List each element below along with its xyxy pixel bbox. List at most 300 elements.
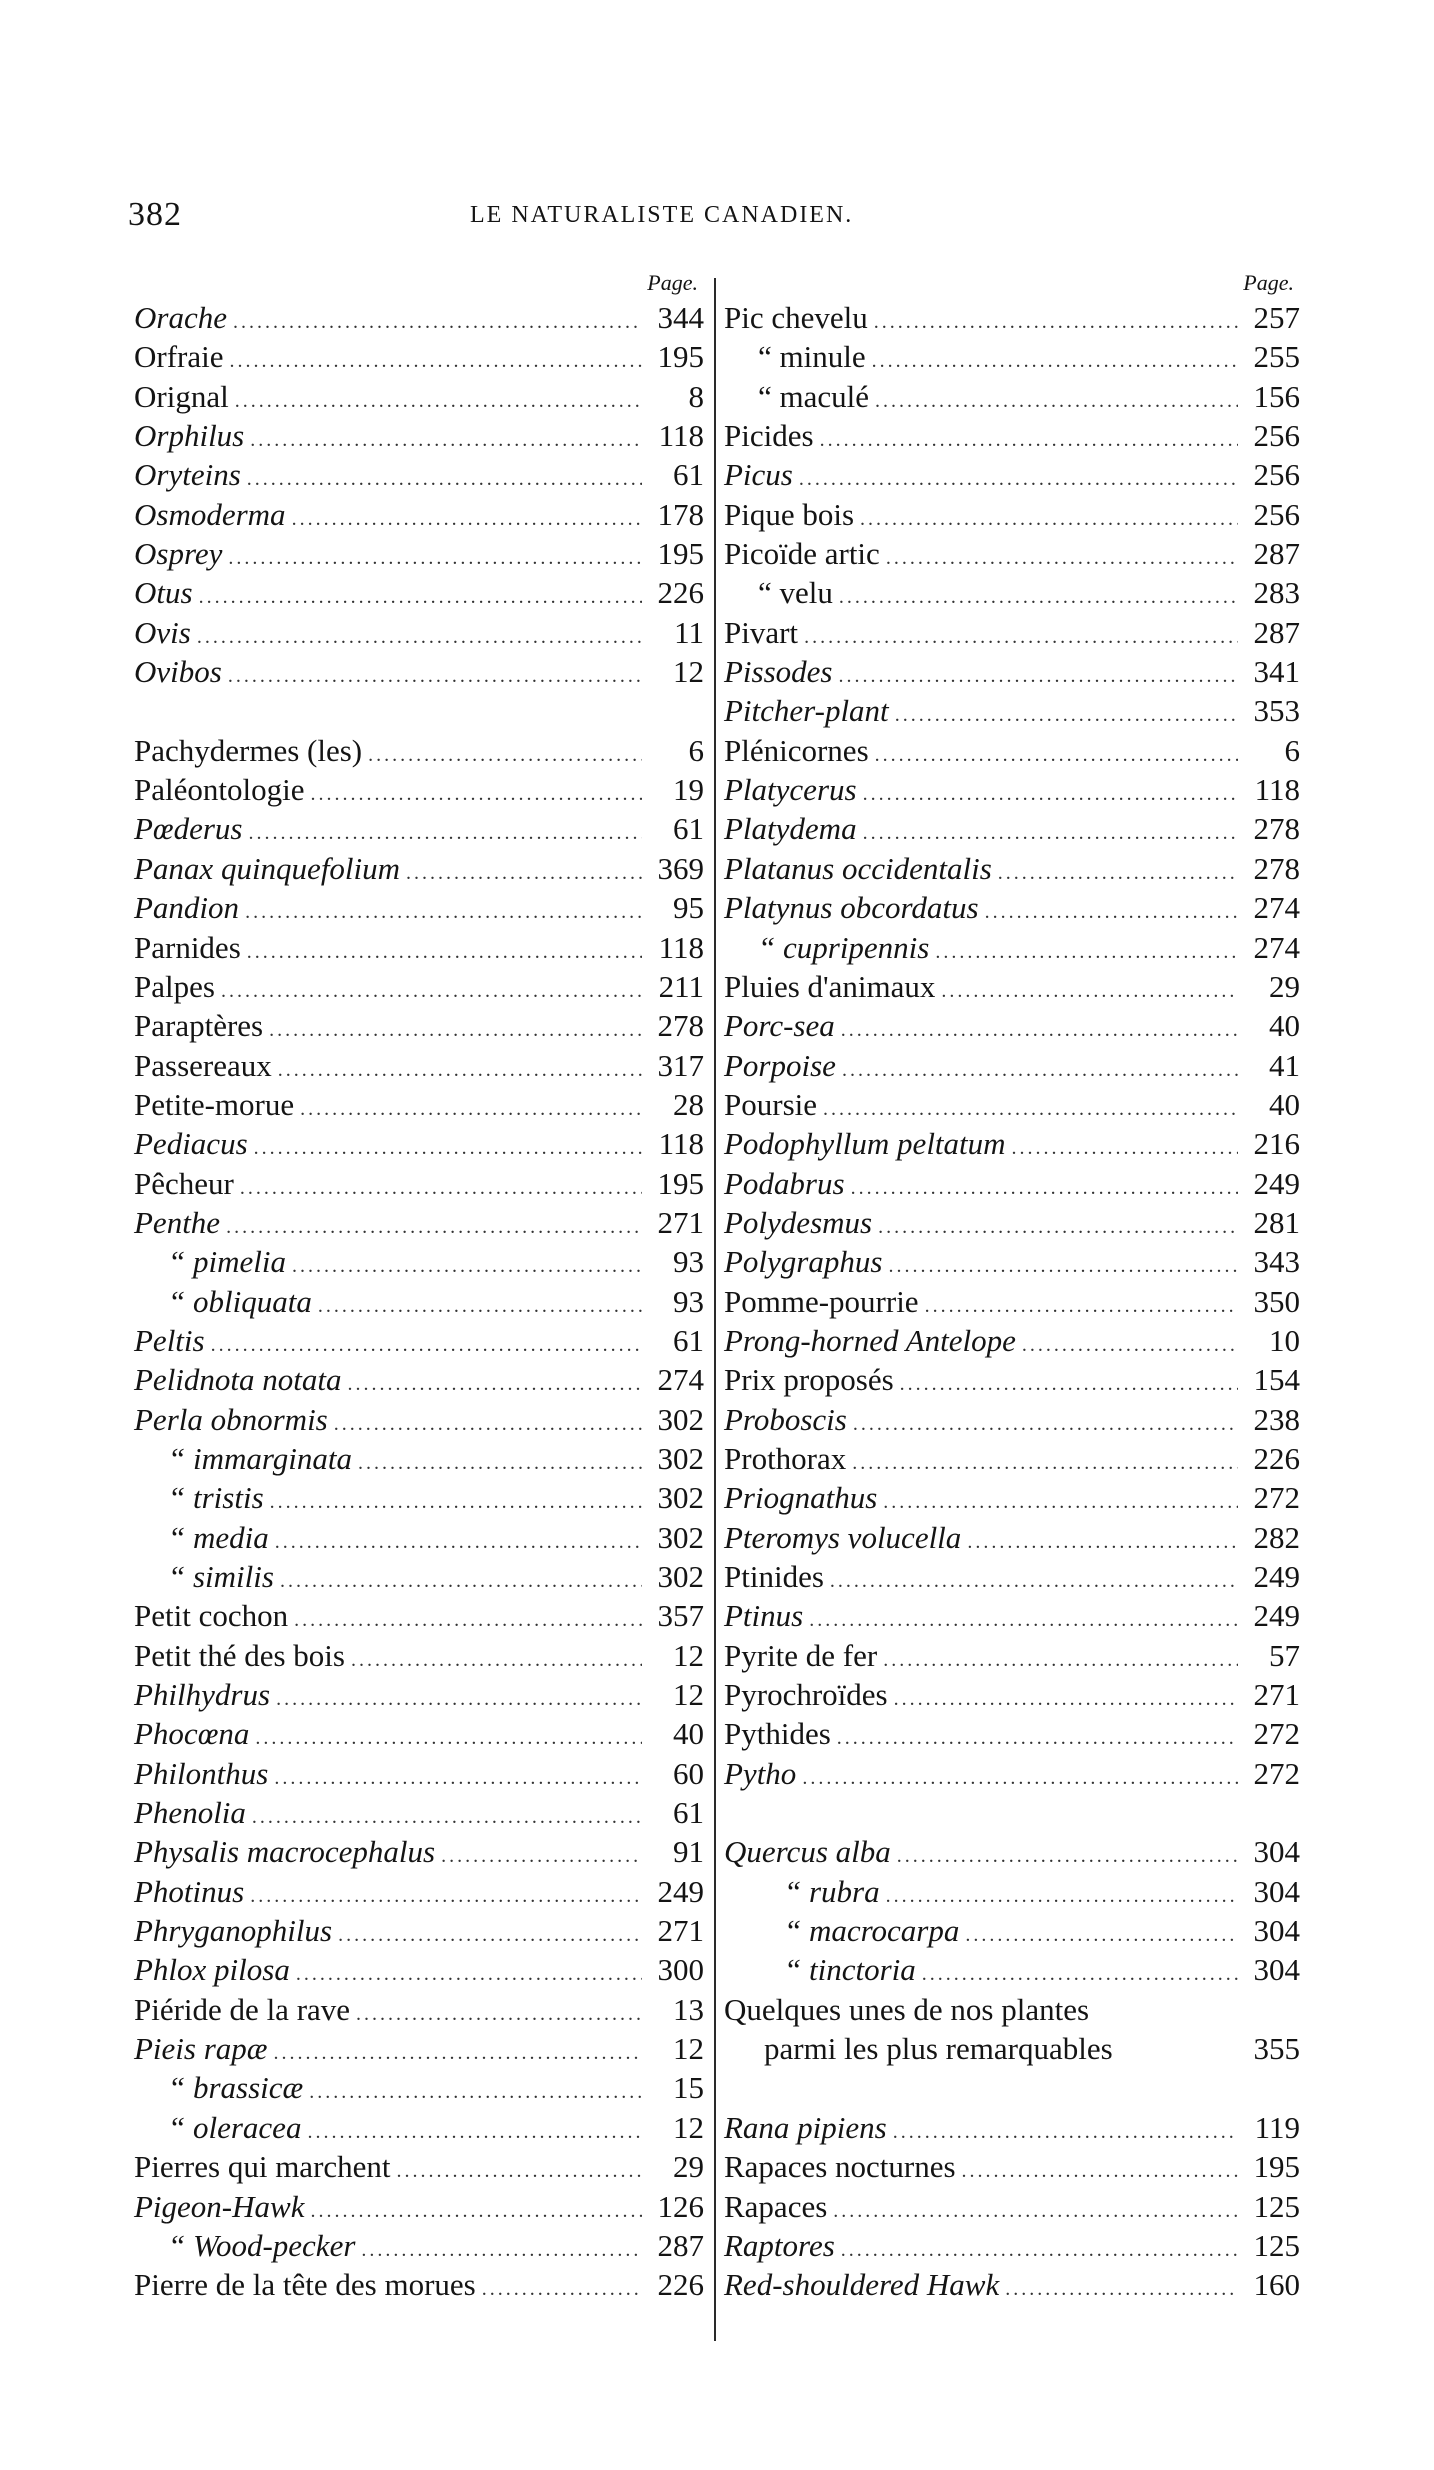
- entry-term: “ Wood-pecker: [168, 2227, 356, 2263]
- entry-term: Pyrite de fer: [724, 1637, 878, 1673]
- index-entry: [724, 1636, 1300, 1675]
- index-entry: [134, 495, 704, 534]
- dot-leader: [841, 2231, 1238, 2270]
- entry-term: Red-shouldered Hawk: [724, 2267, 1000, 2303]
- entry-page: 15: [673, 2070, 704, 2106]
- dot-leader: [318, 1287, 642, 1326]
- entry-page: 278: [657, 1008, 704, 1044]
- dot-leader: [275, 1523, 642, 1562]
- dot-leader: [851, 1169, 1238, 1208]
- index-entry: [134, 573, 704, 612]
- entry-term: Otus: [134, 575, 193, 611]
- entry-term: Quelques unes de nos plantes: [724, 1991, 1090, 2027]
- entry-term: “ brassicæ: [168, 2070, 304, 2106]
- entry-page: 216: [1253, 1126, 1300, 1162]
- dot-leader: [1022, 1326, 1238, 1365]
- index-entry: [724, 1478, 1300, 1517]
- entry-term: Pic chevelu: [724, 300, 868, 335]
- index-entry: [724, 2226, 1300, 2265]
- dot-leader: [307, 2113, 642, 2152]
- dot-leader: [361, 2231, 642, 2270]
- dot-leader: [221, 972, 642, 1011]
- dot-leader: [228, 657, 642, 696]
- entry-term: Platynus obcordatus: [724, 890, 979, 926]
- entry-term: “ rubra: [784, 1873, 880, 1909]
- entry-page: 61: [673, 1322, 704, 1358]
- index-entry: [134, 1282, 704, 1321]
- entry-term: Paraptères: [134, 1008, 264, 1044]
- index-entry: [724, 1282, 1300, 1321]
- entry-term: Pediacus: [134, 1126, 248, 1162]
- index-entry: [134, 1203, 704, 1242]
- index-entry: [724, 298, 1300, 337]
- dot-leader: [799, 460, 1238, 499]
- entry-term: Poursie: [724, 1086, 817, 1122]
- index-entry: [724, 1164, 1300, 1203]
- entry-page: 154: [1253, 1362, 1300, 1398]
- index-entry: [724, 1242, 1300, 1281]
- entry-page: 226: [1253, 1440, 1300, 1476]
- dot-leader: [310, 775, 642, 814]
- entry-page: 281: [1253, 1204, 1300, 1240]
- entry-page: 60: [673, 1755, 704, 1791]
- entry-page: 344: [657, 300, 704, 335]
- entry-term: Plénicornes: [724, 732, 869, 768]
- dot-leader: [878, 1208, 1238, 1247]
- index-entry: [134, 1754, 704, 1793]
- entry-term: Orphilus: [134, 418, 245, 454]
- entry-page: 256: [1253, 418, 1300, 454]
- entry-page: 12: [673, 2109, 704, 2145]
- index-entry: [724, 1754, 1300, 1793]
- entry-term: Parnides: [134, 929, 241, 965]
- dot-leader: [406, 854, 642, 893]
- dot-leader: [874, 303, 1238, 342]
- entry-page: 272: [1253, 1716, 1300, 1752]
- index-entry: [724, 495, 1300, 534]
- entry-page: 302: [657, 1440, 704, 1476]
- entry-page: 40: [1269, 1008, 1300, 1044]
- dot-leader: [925, 1287, 1238, 1326]
- entry-term: Pythides: [724, 1716, 831, 1752]
- index-entry: [724, 928, 1300, 967]
- entry-term: Prong-horned Antelope: [724, 1322, 1016, 1358]
- index-entry: [134, 1990, 704, 2029]
- index-entry: [134, 1675, 704, 1714]
- dot-leader: [852, 1444, 1238, 1483]
- dot-leader: [356, 1995, 642, 2034]
- entry-term: Quercus alba: [724, 1834, 891, 1870]
- entry-term: Ovibos: [134, 654, 222, 690]
- entry-list: [724, 298, 1300, 2305]
- index-column-left: [134, 270, 704, 2305]
- dot-leader: [250, 421, 642, 460]
- index-entry: [134, 770, 704, 809]
- entry-term: Phocœna: [134, 1716, 250, 1752]
- index-entry: [724, 416, 1300, 455]
- entry-term: “ immarginata: [168, 1440, 353, 1476]
- dot-leader: [211, 1326, 642, 1365]
- entry-term: “ similis: [168, 1559, 274, 1594]
- entry-page: 278: [1253, 811, 1300, 847]
- page-column-label: Page.: [647, 270, 698, 295]
- dot-leader: [875, 736, 1238, 775]
- entry-page: 226: [657, 2267, 704, 2303]
- entry-term: Pteromys volucella: [724, 1519, 962, 1555]
- dot-leader: [397, 2152, 642, 2191]
- index-entry: [134, 1793, 704, 1832]
- dot-leader: [900, 1365, 1238, 1404]
- dot-leader: [888, 1247, 1238, 1286]
- index-entry: [134, 1439, 704, 1478]
- dot-leader: [967, 1523, 1238, 1562]
- entry-term: Petit cochon: [134, 1598, 289, 1634]
- index-entry: [724, 849, 1300, 888]
- entry-term: Rana pipiens: [724, 2109, 887, 2145]
- dot-leader: [985, 893, 1238, 932]
- index-entry: [134, 1636, 704, 1675]
- page-column-label: Page.: [1243, 270, 1294, 295]
- entry-term: Pachydermes (les): [134, 732, 363, 768]
- entry-page: 12: [673, 1637, 704, 1673]
- dot-leader: [309, 2073, 642, 2112]
- dot-leader: [837, 1719, 1238, 1758]
- index-entry: [134, 1832, 704, 1871]
- dot-leader: [338, 1916, 642, 1955]
- entry-page: 40: [1269, 1086, 1300, 1122]
- index-entry: [724, 534, 1300, 573]
- index-entry: [724, 1675, 1300, 1714]
- index-entry: [724, 809, 1300, 848]
- entry-page: 357: [657, 1598, 704, 1634]
- entry-term: Picoïde artic: [724, 536, 880, 572]
- dot-leader: [894, 1680, 1238, 1719]
- entry-term: Podophyllum peltatum: [724, 1126, 1006, 1162]
- dot-leader: [839, 578, 1238, 617]
- index-entry: [724, 691, 1300, 730]
- entry-term: “ obliquata: [168, 1283, 312, 1319]
- entry-term: Platycerus: [724, 772, 857, 808]
- entry-page: 61: [673, 811, 704, 847]
- entry-page: 271: [657, 1204, 704, 1240]
- entry-page: 355: [1253, 2031, 1300, 2067]
- index-entry: [724, 1714, 1300, 1753]
- dot-leader: [1005, 2270, 1238, 2309]
- dot-leader: [273, 2034, 642, 2073]
- entry-term: Panax quinquefolium: [134, 850, 401, 886]
- entry-page: 13: [673, 1991, 704, 2027]
- dot-leader: [935, 933, 1238, 972]
- entry-page: 195: [657, 536, 704, 572]
- index-entry: [724, 613, 1300, 652]
- entry-term: Pyrochroïdes: [724, 1677, 888, 1713]
- dot-leader: [274, 1759, 642, 1798]
- page-header: [0, 196, 1434, 240]
- entry-page: 19: [673, 772, 704, 808]
- entry-term: “ minule: [758, 339, 866, 375]
- entry-term: Ptinus: [724, 1598, 804, 1634]
- entry-page: 283: [1253, 575, 1300, 611]
- dot-leader: [226, 1208, 642, 1247]
- entry-term: Phenolia: [134, 1795, 246, 1831]
- dot-leader: [228, 539, 642, 578]
- entry-page: 353: [1253, 693, 1300, 729]
- index-entry: [134, 1400, 704, 1439]
- entry-term: Petite-morue: [134, 1086, 295, 1122]
- entry-term: Pomme-pourrie: [724, 1283, 919, 1319]
- entry-page: 10: [1269, 1322, 1300, 1358]
- entry-term: Phlox pilosa: [134, 1952, 290, 1988]
- dot-leader: [853, 1405, 1238, 1444]
- entry-term: Raptores: [724, 2227, 835, 2263]
- entry-term: Pierre de la tête des morues: [134, 2267, 476, 2303]
- entry-page: 40: [673, 1716, 704, 1752]
- entry-page: 93: [673, 1283, 704, 1319]
- entry-page: 304: [1253, 1952, 1300, 1988]
- entry-term: parmi les plus remarquables: [764, 2031, 1113, 2067]
- entry-page: 271: [657, 1913, 704, 1949]
- entry-term: “ pimelia: [168, 1244, 286, 1280]
- entry-term: Pitcher-plant: [724, 693, 889, 729]
- index-entry: [134, 652, 704, 691]
- entry-term: Orfraie: [134, 339, 224, 375]
- index-entry: [134, 613, 704, 652]
- entry-term: Polygraphus: [724, 1244, 883, 1280]
- dot-leader: [823, 1090, 1238, 1129]
- entry-page: 125: [1253, 2227, 1300, 2263]
- index-entry: [134, 377, 704, 416]
- entry-page: 272: [1253, 1755, 1300, 1791]
- dot-leader: [839, 657, 1239, 696]
- entry-page: 255: [1253, 339, 1300, 375]
- entry-term: Prothorax: [724, 1440, 847, 1476]
- entry-page: 226: [657, 575, 704, 611]
- entry-term: Penthe: [134, 1204, 221, 1240]
- entry-page: 302: [657, 1401, 704, 1437]
- index-entry: [724, 1596, 1300, 1635]
- index-entry: [134, 1164, 704, 1203]
- entry-term: “ oleracea: [168, 2109, 302, 2145]
- entry-page: 302: [657, 1480, 704, 1516]
- index-entry: [134, 1596, 704, 1635]
- entry-page: 29: [1269, 968, 1300, 1004]
- entry-page: 125: [1253, 2188, 1300, 2224]
- entry-term: Platydema: [724, 811, 857, 847]
- dot-leader: [276, 1680, 642, 1719]
- dot-leader: [199, 578, 642, 617]
- entry-page: 300: [657, 1952, 704, 1988]
- entry-page: 256: [1253, 496, 1300, 532]
- entry-term: Pandion: [134, 890, 240, 926]
- entry-page: 287: [1253, 536, 1300, 572]
- index-entry: [134, 1872, 704, 1911]
- entry-term: Picides: [724, 418, 814, 454]
- index-entry: [724, 1321, 1300, 1360]
- entry-term: Osprey: [134, 536, 223, 572]
- entry-term: Proboscis: [724, 1401, 847, 1437]
- dot-leader: [941, 972, 1238, 1011]
- dot-leader: [240, 1169, 642, 1208]
- entry-page: 287: [1253, 614, 1300, 650]
- index-entry: [724, 455, 1300, 494]
- dot-leader: [233, 303, 642, 342]
- entry-page: 95: [673, 890, 704, 926]
- dot-leader: [292, 1247, 642, 1286]
- entry-page: 343: [1253, 1244, 1300, 1280]
- dot-leader: [833, 2192, 1238, 2231]
- entry-page: 118: [658, 1126, 704, 1162]
- index-entry: [134, 2265, 704, 2304]
- entry-term: Philhydrus: [134, 1677, 271, 1713]
- index-entry: [724, 652, 1300, 691]
- index-entry: [134, 1911, 704, 1950]
- dot-leader: [310, 2192, 642, 2231]
- entry-page: 195: [657, 1165, 704, 1201]
- entry-term: “ maculé: [758, 378, 870, 414]
- entry-page: 57: [1269, 1637, 1300, 1673]
- entry-page: 118: [1254, 772, 1300, 808]
- dot-leader: [965, 1916, 1238, 1955]
- dot-leader: [358, 1444, 642, 1483]
- dot-leader: [830, 1562, 1238, 1601]
- entry-term: Orignal: [134, 378, 229, 414]
- dot-leader: [292, 500, 642, 539]
- entry-term: Paléontologie: [134, 772, 305, 808]
- dot-leader: [254, 1129, 642, 1168]
- entry-term: Rapaces: [724, 2188, 828, 2224]
- dot-leader: [863, 775, 1238, 814]
- entry-term: Pêcheur: [134, 1165, 234, 1201]
- index-entry: [724, 1832, 1300, 1871]
- entry-term: Phryganophilus: [134, 1913, 333, 1949]
- index-entry: [134, 2108, 704, 2147]
- entry-page: 118: [658, 418, 704, 454]
- entry-page: 178: [657, 496, 704, 532]
- entry-page: 238: [1253, 1401, 1300, 1437]
- index-entry: [724, 2108, 1300, 2147]
- entry-term: Orache: [134, 300, 227, 335]
- index-entry: [724, 1400, 1300, 1439]
- index-entry: [724, 1557, 1300, 1596]
- entry-page: 61: [673, 1795, 704, 1831]
- index-entry: [724, 1124, 1300, 1163]
- index-entry: [724, 1990, 1300, 2029]
- page-number: 382: [128, 196, 182, 233]
- entry-page: 126: [657, 2188, 704, 2224]
- entry-term: Philonthus: [134, 1755, 269, 1791]
- dot-leader: [441, 1837, 642, 1876]
- entry-page: 287: [657, 2227, 704, 2263]
- dot-leader: [250, 1877, 642, 1916]
- index-entry: [134, 1006, 704, 1045]
- entry-term: “ cupripennis: [758, 929, 930, 965]
- index-entry: [134, 2187, 704, 2226]
- dot-leader: [368, 736, 642, 775]
- entry-term: Physalis macrocephalus: [134, 1834, 436, 1870]
- index-entry: [134, 1557, 704, 1596]
- dot-leader: [230, 342, 643, 381]
- entry-term: Petit thé des bois: [134, 1637, 345, 1673]
- entry-term: “ velu: [758, 575, 833, 611]
- index-entry: [134, 849, 704, 888]
- entry-page: 274: [1253, 929, 1300, 965]
- entry-page: 211: [658, 968, 704, 1004]
- entry-term: “ tristis: [168, 1480, 264, 1516]
- index-entry: [724, 967, 1300, 1006]
- index-entry: [134, 1714, 704, 1753]
- index-entry: [134, 809, 704, 848]
- dot-leader: [280, 1562, 642, 1601]
- index-entry: [724, 1439, 1300, 1478]
- entry-page: 249: [1253, 1598, 1300, 1634]
- entry-page: 282: [1253, 1519, 1300, 1555]
- entry-page: 272: [1253, 1480, 1300, 1516]
- entry-term: “ tinctoria: [784, 1952, 916, 1988]
- entry-term: Pelidnota notata: [134, 1362, 342, 1398]
- entry-term: Rapaces nocturnes: [724, 2149, 956, 2185]
- dot-leader: [922, 1955, 1238, 1994]
- dot-leader: [872, 342, 1238, 381]
- entry-page: 11: [674, 614, 704, 650]
- dot-leader: [883, 1483, 1238, 1522]
- entry-term: Perla obnormis: [134, 1401, 328, 1437]
- entry-term: Oryteins: [134, 457, 241, 493]
- index-entry: [134, 298, 704, 337]
- dot-leader: [893, 2113, 1238, 2152]
- dot-leader: [886, 539, 1238, 578]
- dot-leader: [860, 500, 1238, 539]
- entry-page: 91: [673, 1834, 704, 1870]
- entry-page: 12: [673, 1677, 704, 1713]
- entry-term: “ media: [168, 1519, 269, 1555]
- entry-page: 6: [1284, 732, 1300, 768]
- dot-leader: [255, 1719, 642, 1758]
- dot-leader: [820, 421, 1238, 460]
- entry-term: Polydesmus: [724, 1204, 873, 1240]
- dot-leader: [334, 1405, 642, 1444]
- dot-leader: [998, 854, 1238, 893]
- dot-leader: [235, 382, 642, 421]
- index-entry: [134, 2226, 704, 2265]
- dot-leader: [883, 1641, 1238, 1680]
- index-entry: [724, 1518, 1300, 1557]
- index-entry: [134, 534, 704, 573]
- index-entry: [134, 1321, 704, 1360]
- index-column-right: [724, 270, 1300, 2305]
- entry-page: 93: [673, 1244, 704, 1280]
- entry-term: Picus: [724, 457, 793, 493]
- index-entry: [724, 1950, 1300, 1989]
- entry-page: 249: [657, 1873, 704, 1909]
- index-entry: [724, 377, 1300, 416]
- entry-page: 317: [657, 1047, 704, 1083]
- entry-page: 156: [1253, 378, 1300, 414]
- entry-page: 304: [1253, 1913, 1300, 1949]
- index-entry: [724, 770, 1300, 809]
- index-entry: [724, 888, 1300, 927]
- dot-leader: [351, 1641, 642, 1680]
- entry-term: Ovis: [134, 614, 191, 650]
- dot-leader: [252, 1798, 642, 1837]
- index-entry: [724, 1360, 1300, 1399]
- entry-page: 304: [1253, 1873, 1300, 1909]
- entry-term: Pytho: [724, 1755, 797, 1791]
- index-entry: [724, 1911, 1300, 1950]
- dot-leader: [842, 1051, 1238, 1090]
- dot-leader: [1012, 1129, 1238, 1168]
- entry-term: Passereaux: [134, 1047, 272, 1083]
- entry-term: Pique bois: [724, 496, 855, 532]
